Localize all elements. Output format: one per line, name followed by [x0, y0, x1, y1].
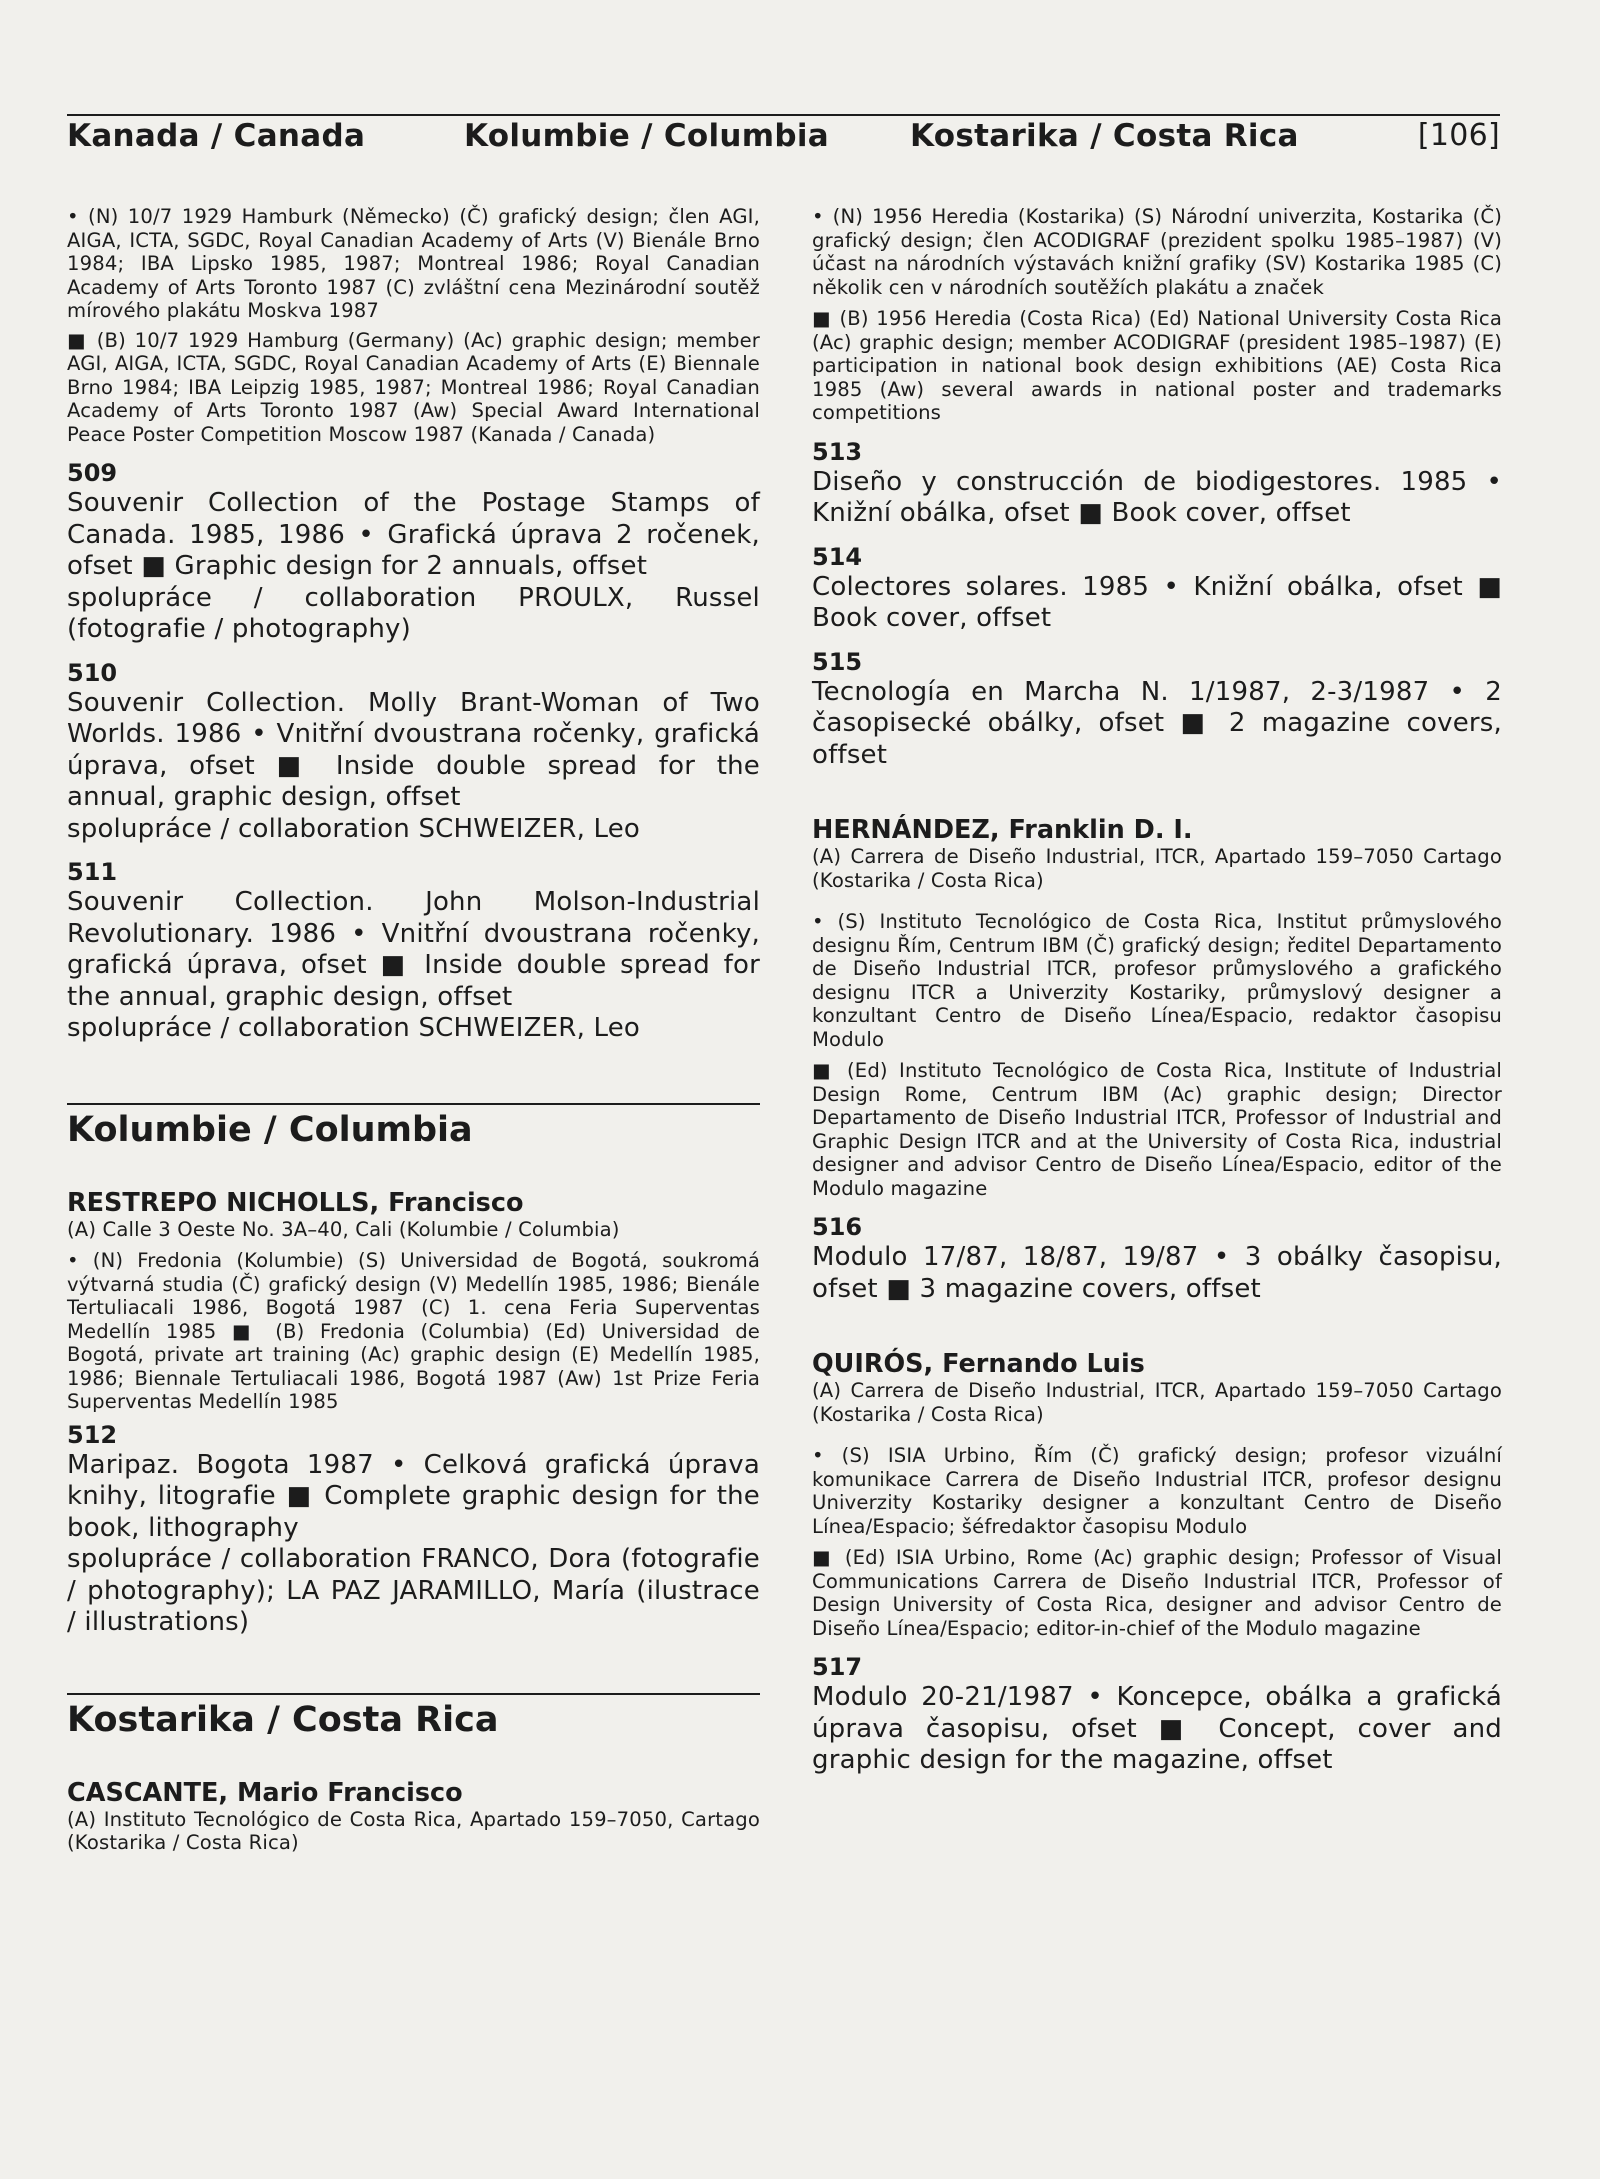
entry-description: Souvenir Collection of the Postage Stamps of Canada. 1985, 1986 • Grafická úprava 2 ročenek, ofset ■ Graphic design for 2 annuals, offset — [67, 488, 760, 581]
entry-description: Modulo 17/87, 18/87, 19/87 • 3 obálky časopisu, ofset ■ 3 magazine covers, offset — [812, 1242, 1502, 1304]
entry-description: Tecnología en Marcha N. 1/1987, 2-3/1987 • 2 časopisecké obálky, ofset ■ 2 magazine covers, offset — [812, 676, 1502, 770]
entry-description: Souvenir Collection. John Molson-Industrial Revolutionary. 1986 • Vnitřní dvoustrana ročenky, grafická úprava, ofset ■ Inside double spread for the annual, graphic design, offset — [67, 887, 760, 1012]
biography: • (N) Fredonia (Kolumbie) (S) Universidad de Bogotá, soukromá výtvarná studia (Č) grafický design (V) Medellín 1985, 1986; Bienále Tertuliacali 1986, Bogotá 1987 (C) 1. cena Feria Superventas Medellín 1985 ■ (B) Fredonia (Columbia) (Ed) Universidad de Bogotá, private art training (Ac) graphic design (E) Medellín 1985, 1986; Biennale Tertuliacali 1986, Bogotá 1987 (Aw) 1st Prize Feria Superventas Medellín 1985 — [67, 1249, 760, 1413]
entry-number: 517 — [812, 1653, 863, 1681]
section-rule — [67, 1693, 760, 1695]
biography-czech: • (N) 10/7 1929 Hamburk (Německo) (Č) grafický design; člen AGI, AIGA, ICTA, SGDC, Royal Canadian Academy of Arts (V) Bienále Brno 1984; IBA Lipsko 1985, 1987; Montreal 1986; Royal Canadian Academy of Arts Toronto 1987 (C) zvláštní cena Mezinárodní soutěž mírového plakátu Moskva 1987 — [67, 205, 760, 322]
running-head-colombia: Kolumbie / Columbia — [464, 118, 830, 154]
section-rule — [67, 1103, 760, 1105]
entry-description: Diseño y construcción de biodigestores. 1985 • Knižní obálka, ofset ■ Book cover, offset — [812, 466, 1502, 528]
designer-name: HERNÁNDEZ, Franklin D. I. — [812, 815, 1193, 845]
entry-number: 516 — [812, 1213, 863, 1241]
entry-number: 514 — [812, 542, 863, 571]
entry-collaboration: spolupráce / collaboration SCHWEIZER, Leo — [67, 1013, 641, 1043]
left-column — [67, 205, 760, 1855]
entry-number: 512 — [67, 1420, 118, 1449]
running-head — [67, 118, 1500, 168]
designer-name: QUIRÓS, Fernando Luis — [812, 1349, 1145, 1379]
entry-collaboration: spolupráce / collaboration SCHWEIZER, Leo — [67, 813, 641, 844]
entry-description: Colectores solares. 1985 • Knižní obálka, ofset ■ Book cover, offset — [812, 571, 1502, 633]
designer-address: (A) Carrera de Diseño Industrial, ITCR, Apartado 159–7050 Cartago (Kostarika / Costa Rica) — [812, 1379, 1502, 1426]
right-column — [812, 205, 1502, 1777]
entry-number: 515 — [812, 647, 863, 676]
designer-address: (A) Calle 3 Oeste No. 3A–40, Cali (Kolumbie / Columbia) — [67, 1217, 620, 1241]
entry-collaboration: spolupráce / collaboration PROULX, Russel (fotografie / photography) — [67, 582, 760, 644]
designer-address: (A) Instituto Tecnológico de Costa Rica, Apartado 159–7050, Cartago (Kostarika / Costa Rica) — [67, 1807, 760, 1854]
biography-english: ■ (B) 10/7 1929 Hamburg (Germany) (Ac) graphic design; member AGI, AIGA, ICTA, SGDC, Royal Canadian Academy of Arts (E) Biennale Brno 1984; IBA Leipzig 1985, 1987; Montreal 1986; Royal Canadian Academy of Arts Toronto 1987 (Aw) Special Award International Peace Poster Competition Moscow 1987 (Kanada / Canada) — [67, 328, 760, 446]
entry-number: 509 — [67, 459, 118, 487]
running-head-costa-rica: Kostarika / Costa Rica — [910, 118, 1299, 154]
entry-number: 510 — [67, 658, 118, 687]
page-number: [106] — [1417, 118, 1500, 153]
section-heading-colombia: Kolumbie / Columbia — [67, 1109, 473, 1150]
running-head-canada: Kanada / Canada — [67, 118, 366, 154]
designer-address: (A) Carrera de Diseño Industrial, ITCR, Apartado 159–7050 Cartago (Kostarika / Costa Rica) — [812, 845, 1502, 892]
biography-english: ■ (Ed) Instituto Tecnológico de Costa Rica, Institute of Industrial Design Rome, Centrum IBM (Ac) graphic design; Director Departamento de Diseño Industrial ITCR, Professor of Industrial and Graphic Design ITCR and at the University of Costa Rica, industrial designer and advisor Centro de Diseño Línea/Espacio, editor of the Modulo magazine — [812, 1059, 1502, 1200]
designer-name: RESTREPO NICHOLLS, Francisco — [67, 1187, 524, 1218]
entry-description: Maripaz. Bogota 1987 • Celková grafická úprava knihy, litografie ■ Complete graphic design for the book, lithography — [67, 1449, 760, 1543]
entry-number: 511 — [67, 858, 118, 886]
header-rule — [67, 114, 1500, 116]
biography-czech: • (S) Instituto Tecnológico de Costa Rica, Institut průmyslového designu Řím, Centrum IBM (Č) grafický design; ředitel Departamento de Diseño Industrial ITCR, profesor průmyslového a grafického designu ITCR a Univerzity Kostariky, průmyslový designer a konzultant Centro de Diseño Línea/Espacio, redaktor časopisu Modulo — [812, 910, 1502, 1051]
entry-description: Souvenir Collection. Molly Brant-Woman of Two Worlds. 1986 • Vnitřní dvoustrana ročenky, grafická úprava, ofset ■ Inside double spread for the annual, graphic design, offset — [67, 687, 760, 812]
section-heading-costa-rica: Kostarika / Costa Rica — [67, 1699, 499, 1740]
biography-english: ■ (Ed) ISIA Urbino, Rome (Ac) graphic design; Professor of Visual Communications Carrera de Diseño Industrial ITCR, Professor of Design University of Costa Rica, designer and advisor Centro de Diseño Línea/Espacio; editor-in-chief of the Modulo magazine — [812, 1546, 1502, 1640]
biography-english: ■ (B) 1956 Heredia (Costa Rica) (Ed) National University Costa Rica (Ac) graphic design; member ACODIGRAF (president 1985–1987) (E) participation in national book design exhibitions (AE) Costa Rica 1985 (Aw) several awards in national poster and trademarks competitions — [812, 307, 1502, 424]
entry-description: Modulo 20-21/1987 • Koncepce, obálka a grafická úprava časopisu, ofset ■ Concept, cover and graphic design for the magazine, offset — [812, 1682, 1502, 1775]
entry-collaboration: spolupráce / collaboration FRANCO, Dora (fotografie / photography); LA PAZ JARAMILLO, María (ilustrace / illustrations) — [67, 1544, 760, 1637]
biography-czech: • (N) 1956 Heredia (Kostarika) (S) Národní univerzita, Kostarika (Č) grafický design; člen ACODIGRAF (prezident spolku 1985–1987) (V) účast na národních výstavách knižní grafiky (SV) Kostarika 1985 (C) několik cen v národních soutěžích plakátu a značek — [812, 205, 1502, 299]
entry-number: 513 — [812, 437, 863, 466]
biography-czech: • (S) ISIA Urbino, Řím (Č) grafický design; profesor vizuální komunikace Carrera de Diseño Industrial ITCR, profesor designu Univerzity Kostariky designer a konzultant Centro de Diseño Línea/Espacio; šéfredaktor časopisu Modulo — [812, 1444, 1502, 1538]
designer-name: CASCANTE, Mario Francisco — [67, 1777, 463, 1808]
